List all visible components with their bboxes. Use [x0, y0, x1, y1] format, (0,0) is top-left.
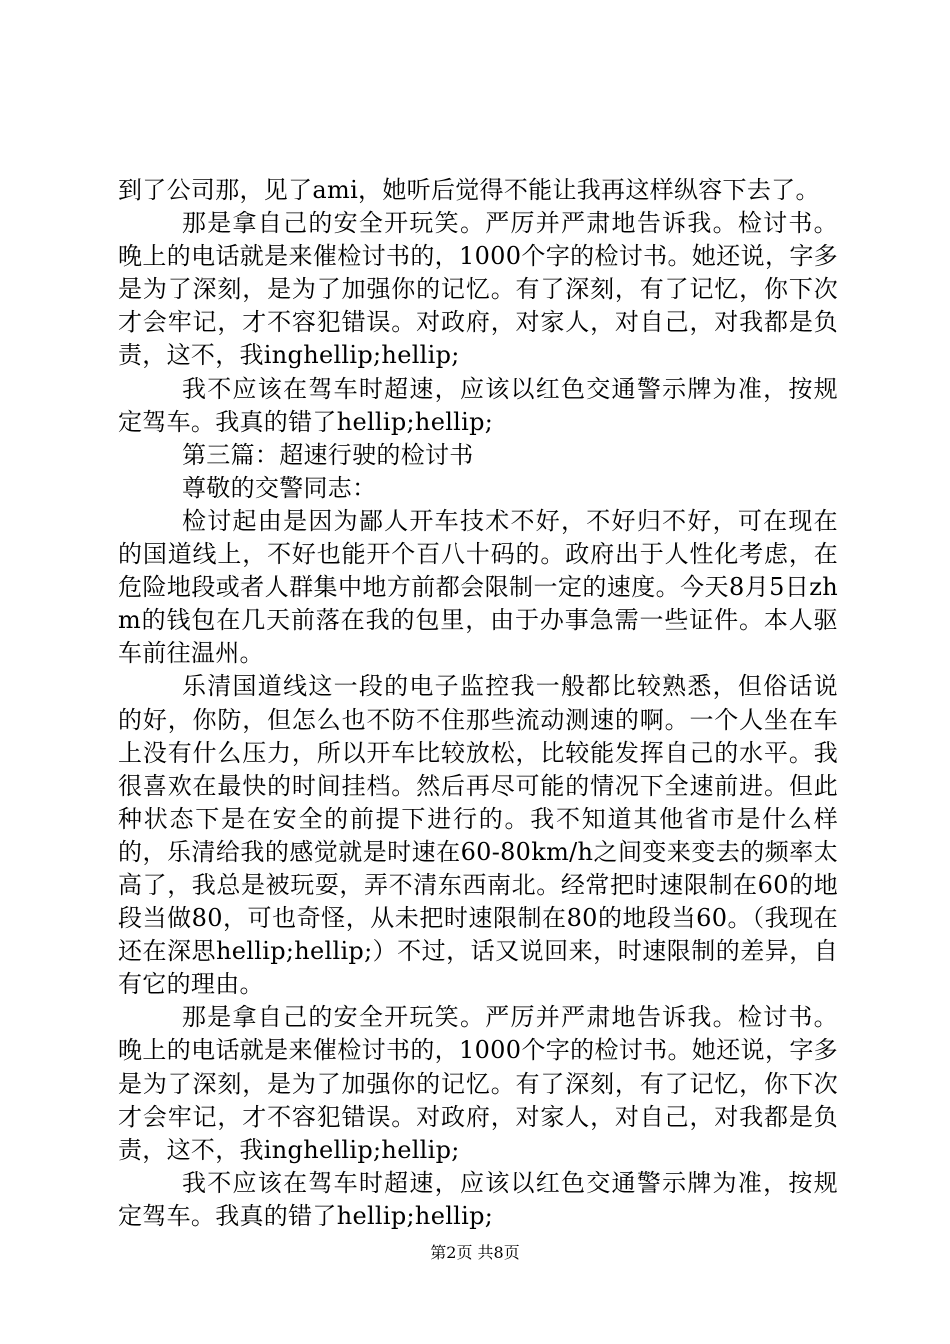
section-heading: 第三篇：超速行驶的检讨书 [182, 440, 474, 469]
paragraph: 乐清国道线这一段的电子监控我一般都比较熟悉，但俗话说的好，你防，但怎么也不防不住那些流动测速的啊。一个人坐在车上没有什么压力，所以开车比较放松，比较能发挥自己的水平。我很喜欢在最快的时间挂档。然后再尽可能的情况下全速前进。但此种状态下是在安全的前提下进行的。我不知道其他省市是什么样的，乐清给我的感觉就是时速在60-80km/h之间变来变去的频率太高了，我总是被玩耍，弄不清东西南北。经常把时速限制在60的地段当做80，可也奇怪，从未把时速限制在80的地段当60。（我现在还在深思hellip;hellip;）不过，话又说回来，时速限制的差异，自有它的理由。 [118, 672, 838, 999]
paragraph: 那是拿自己的安全开玩笑。严厉并严肃地告诉我。检讨书。晚上的电话就是来催检讨书的，1000个字的检讨书。她还说，字多是为了深刻，是为了加强你的记忆。有了深刻，有了记忆，你下次才会牢记，才不容犯错误。对政府，对家人，对自己，对我都是负责，这不，我inghellip;hellip; [118, 209, 838, 370]
document-body [118, 174, 838, 1233]
page-number-footer: 第2页 共8页 [430, 1243, 520, 1262]
paragraph: 我不应该在驾车时超速，应该以红色交通警示牌为准，按规定驾车。我真的错了hellip;hellip; [118, 1168, 838, 1230]
paragraph: 那是拿自己的安全开玩笑。严厉并严肃地告诉我。检讨书。晚上的电话就是来催检讨书的，1000个字的检讨书。她还说，字多是为了深刻，是为了加强你的记忆。有了深刻，有了记忆，你下次才会牢记，才不容犯错误。对政府，对家人，对自己，对我都是负责，这不，我inghellip;hellip; [118, 1003, 838, 1164]
paragraph: 我不应该在驾车时超速，应该以红色交通警示牌为准，按规定驾车。我真的错了hellip;hellip; [118, 374, 838, 436]
paragraph: 检讨起由是因为鄙人开车技术不好，不好归不好，可在现在的国道线上，不好也能开个百八十码的。政府出于人性化考虑，在危险地段或者人群集中地方前都会限制一定的速度。今天8月5日zhm的钱包在几天前落在我的包里，由于办事急需一些证件。本人驱车前往温州。 [118, 506, 838, 668]
paragraph-continued: 到了公司那，见了ami，她听后觉得不能让我再这样纵容下去了。 [118, 176, 820, 204]
salutation: 尊敬的交警同志： [182, 473, 377, 502]
